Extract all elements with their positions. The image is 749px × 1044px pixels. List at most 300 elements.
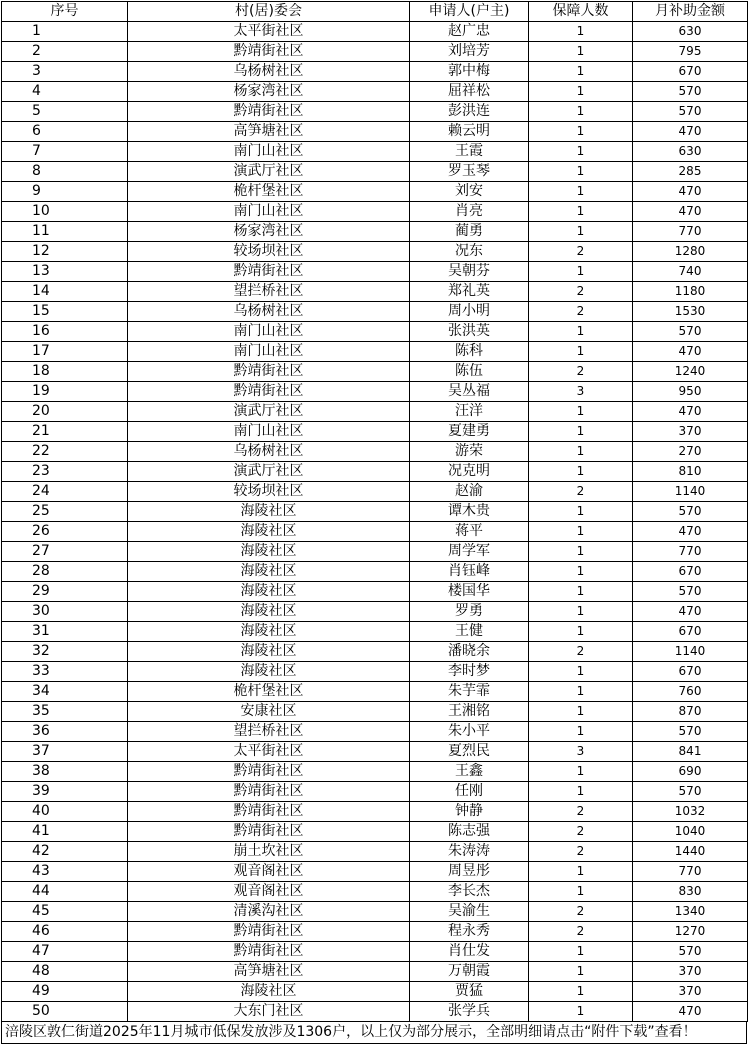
cell-amount: 285	[633, 162, 748, 182]
cell-community: 观音阁社区	[128, 862, 410, 882]
cell-community: 杨家湾社区	[128, 222, 410, 242]
cell-community: 南门山社区	[128, 142, 410, 162]
cell-community: 黔靖街社区	[128, 42, 410, 62]
cell-applicant: 钟静	[410, 802, 529, 822]
cell-amount: 470	[633, 1002, 748, 1022]
cell-applicant: 肖仕发	[410, 942, 529, 962]
header-community: 村(居)委会	[128, 2, 410, 22]
cell-applicant: 刘培芳	[410, 42, 529, 62]
cell-community: 海陵社区	[128, 542, 410, 562]
cell-amount: 470	[633, 122, 748, 142]
cell-community: 南门山社区	[128, 202, 410, 222]
cell-seq: 42	[2, 842, 128, 862]
cell-amount: 810	[633, 462, 748, 482]
cell-seq: 12	[2, 242, 128, 262]
table-row	[2, 422, 748, 442]
cell-community: 太平街社区	[128, 22, 410, 42]
cell-seq: 10	[2, 202, 128, 222]
cell-seq: 44	[2, 882, 128, 902]
cell-applicant: 吴丛福	[410, 382, 529, 402]
cell-persons: 1	[529, 402, 633, 422]
cell-persons: 1	[529, 542, 633, 562]
cell-community: 海陵社区	[128, 642, 410, 662]
cell-community: 演武厅社区	[128, 402, 410, 422]
cell-seq: 4	[2, 82, 128, 102]
cell-community: 海陵社区	[128, 522, 410, 542]
cell-seq: 27	[2, 542, 128, 562]
cell-amount: 370	[633, 982, 748, 1002]
table-row	[2, 1002, 748, 1022]
cell-persons: 1	[529, 122, 633, 142]
cell-applicant: 夏建勇	[410, 422, 529, 442]
cell-persons: 2	[529, 482, 633, 502]
cell-persons: 1	[529, 182, 633, 202]
table-row	[2, 122, 748, 142]
cell-applicant: 吴渝生	[410, 902, 529, 922]
cell-community: 海陵社区	[128, 622, 410, 642]
cell-applicant: 王湘铭	[410, 702, 529, 722]
cell-community: 南门山社区	[128, 422, 410, 442]
header-amount: 月补助金额	[633, 2, 748, 22]
cell-community: 黔靖街社区	[128, 802, 410, 822]
cell-amount: 830	[633, 882, 748, 902]
cell-community: 桅杆堡社区	[128, 182, 410, 202]
cell-applicant: 陈科	[410, 342, 529, 362]
cell-amount: 770	[633, 222, 748, 242]
cell-persons: 1	[529, 342, 633, 362]
cell-community: 乌杨树社区	[128, 302, 410, 322]
cell-seq: 14	[2, 282, 128, 302]
cell-persons: 1	[529, 462, 633, 482]
cell-persons: 1	[529, 562, 633, 582]
cell-amount: 670	[633, 622, 748, 642]
cell-applicant: 周学军	[410, 542, 529, 562]
table-row	[2, 762, 748, 782]
cell-amount: 1032	[633, 802, 748, 822]
cell-applicant: 肖亮	[410, 202, 529, 222]
cell-seq: 41	[2, 822, 128, 842]
cell-community: 太平街社区	[128, 742, 410, 762]
cell-applicant: 周昱彤	[410, 862, 529, 882]
table-row	[2, 362, 748, 382]
cell-community: 海陵社区	[128, 502, 410, 522]
cell-persons: 1	[529, 522, 633, 542]
cell-applicant: 况克明	[410, 462, 529, 482]
cell-amount: 670	[633, 662, 748, 682]
cell-community: 海陵社区	[128, 662, 410, 682]
cell-applicant: 周小明	[410, 302, 529, 322]
table-row	[2, 322, 748, 342]
cell-amount: 570	[633, 942, 748, 962]
cell-amount: 630	[633, 142, 748, 162]
cell-persons: 2	[529, 642, 633, 662]
cell-persons: 1	[529, 202, 633, 222]
table-row	[2, 722, 748, 742]
cell-persons: 1	[529, 222, 633, 242]
cell-applicant: 罗勇	[410, 602, 529, 622]
cell-amount: 1440	[633, 842, 748, 862]
table-row	[2, 622, 748, 642]
cell-persons: 1	[529, 82, 633, 102]
cell-persons: 1	[529, 662, 633, 682]
cell-persons: 1	[529, 602, 633, 622]
cell-amount: 370	[633, 422, 748, 442]
cell-community: 黔靖街社区	[128, 942, 410, 962]
header-applicant: 申请人(户主)	[410, 2, 529, 22]
cell-persons: 3	[529, 382, 633, 402]
cell-amount: 570	[633, 722, 748, 742]
cell-amount: 470	[633, 522, 748, 542]
table-row	[2, 562, 748, 582]
table-row	[2, 682, 748, 702]
cell-seq: 22	[2, 442, 128, 462]
cell-applicant: 张洪英	[410, 322, 529, 342]
cell-applicant: 贾猛	[410, 982, 529, 1002]
cell-seq: 3	[2, 62, 128, 82]
cell-persons: 1	[529, 22, 633, 42]
cell-amount: 670	[633, 562, 748, 582]
cell-amount: 770	[633, 862, 748, 882]
cell-persons: 2	[529, 282, 633, 302]
cell-persons: 1	[529, 942, 633, 962]
cell-seq: 7	[2, 142, 128, 162]
cell-applicant: 王鑫	[410, 762, 529, 782]
table-row	[2, 862, 748, 882]
cell-amount: 570	[633, 82, 748, 102]
cell-seq: 8	[2, 162, 128, 182]
cell-persons: 1	[529, 962, 633, 982]
cell-seq: 17	[2, 342, 128, 362]
cell-amount: 570	[633, 782, 748, 802]
cell-persons: 1	[529, 142, 633, 162]
table-row	[2, 782, 748, 802]
table-row	[2, 602, 748, 622]
table-row	[2, 22, 748, 42]
table-row	[2, 962, 748, 982]
cell-persons: 1	[529, 702, 633, 722]
cell-amount: 1270	[633, 922, 748, 942]
cell-applicant: 刘安	[410, 182, 529, 202]
cell-amount: 470	[633, 182, 748, 202]
cell-applicant: 蒋平	[410, 522, 529, 542]
cell-seq: 47	[2, 942, 128, 962]
spreadsheet	[1, 1, 747, 1044]
cell-seq: 40	[2, 802, 128, 822]
cell-community: 乌杨树社区	[128, 62, 410, 82]
cell-persons: 1	[529, 322, 633, 342]
cell-applicant: 李长杰	[410, 882, 529, 902]
table-row	[2, 162, 748, 182]
cell-applicant: 潘晓余	[410, 642, 529, 662]
cell-amount: 690	[633, 762, 748, 782]
cell-community: 海陵社区	[128, 562, 410, 582]
cell-applicant: 屈祥松	[410, 82, 529, 102]
cell-applicant: 肖钰峰	[410, 562, 529, 582]
cell-persons: 1	[529, 1002, 633, 1022]
cell-seq: 11	[2, 222, 128, 242]
cell-community: 南门山社区	[128, 322, 410, 342]
cell-persons: 2	[529, 302, 633, 322]
cell-amount: 570	[633, 502, 748, 522]
cell-seq: 43	[2, 862, 128, 882]
cell-seq: 39	[2, 782, 128, 802]
cell-applicant: 赵广忠	[410, 22, 529, 42]
cell-amount: 1040	[633, 822, 748, 842]
cell-community: 望拦桥社区	[128, 282, 410, 302]
cell-amount: 470	[633, 402, 748, 422]
cell-seq: 46	[2, 922, 128, 942]
cell-community: 演武厅社区	[128, 162, 410, 182]
cell-community: 海陵社区	[128, 602, 410, 622]
table-row	[2, 882, 748, 902]
cell-community: 清溪沟社区	[128, 902, 410, 922]
cell-community: 海陵社区	[128, 982, 410, 1002]
table-row	[2, 522, 748, 542]
table-row	[2, 102, 748, 122]
table-row	[2, 442, 748, 462]
cell-amount: 950	[633, 382, 748, 402]
cell-persons: 1	[529, 862, 633, 882]
cell-persons: 1	[529, 62, 633, 82]
cell-community: 黔靖街社区	[128, 782, 410, 802]
cell-amount: 370	[633, 962, 748, 982]
cell-community: 黔靖街社区	[128, 762, 410, 782]
cell-persons: 1	[529, 882, 633, 902]
cell-community: 演武厅社区	[128, 462, 410, 482]
cell-community: 高笋塘社区	[128, 962, 410, 982]
table-row	[2, 482, 748, 502]
cell-applicant: 夏烈民	[410, 742, 529, 762]
table-row	[2, 142, 748, 162]
table-row	[2, 342, 748, 362]
cell-persons: 1	[529, 42, 633, 62]
cell-persons: 2	[529, 922, 633, 942]
cell-community: 海陵社区	[128, 582, 410, 602]
cell-community: 高笋塘社区	[128, 122, 410, 142]
cell-applicant: 朱涛涛	[410, 842, 529, 862]
table-row	[2, 662, 748, 682]
cell-seq: 29	[2, 582, 128, 602]
cell-persons: 1	[529, 502, 633, 522]
table-row	[2, 182, 748, 202]
cell-community: 黔靖街社区	[128, 262, 410, 282]
cell-seq: 15	[2, 302, 128, 322]
cell-community: 观音阁社区	[128, 882, 410, 902]
cell-applicant: 万朝霞	[410, 962, 529, 982]
cell-persons: 1	[529, 162, 633, 182]
cell-persons: 1	[529, 622, 633, 642]
table-row	[2, 382, 748, 402]
cell-amount: 795	[633, 42, 748, 62]
cell-applicant: 汪洋	[410, 402, 529, 422]
cell-seq: 49	[2, 982, 128, 1002]
cell-applicant: 王霞	[410, 142, 529, 162]
cell-amount: 470	[633, 342, 748, 362]
table-row	[2, 302, 748, 322]
table-row	[2, 982, 748, 1002]
table-row	[2, 242, 748, 262]
cell-persons: 1	[529, 682, 633, 702]
cell-amount: 570	[633, 102, 748, 122]
cell-persons: 1	[529, 762, 633, 782]
cell-persons: 2	[529, 242, 633, 262]
cell-seq: 21	[2, 422, 128, 442]
cell-persons: 1	[529, 782, 633, 802]
cell-amount: 670	[633, 62, 748, 82]
cell-seq: 45	[2, 902, 128, 922]
table-row	[2, 82, 748, 102]
cell-community: 乌杨树社区	[128, 442, 410, 462]
cell-community: 较场坝社区	[128, 242, 410, 262]
cell-applicant: 谭木贵	[410, 502, 529, 522]
cell-persons: 1	[529, 582, 633, 602]
cell-community: 较场坝社区	[128, 482, 410, 502]
cell-community: 安康社区	[128, 702, 410, 722]
cell-applicant: 朱小平	[410, 722, 529, 742]
table-row	[2, 702, 748, 722]
cell-community: 黔靖街社区	[128, 922, 410, 942]
cell-amount: 760	[633, 682, 748, 702]
cell-persons: 1	[529, 422, 633, 442]
cell-seq: 26	[2, 522, 128, 542]
cell-persons: 2	[529, 362, 633, 382]
cell-amount: 570	[633, 582, 748, 602]
cell-seq: 25	[2, 502, 128, 522]
subsidy-table	[1, 1, 748, 1022]
cell-amount: 1340	[633, 902, 748, 922]
cell-amount: 1530	[633, 302, 748, 322]
table-row	[2, 202, 748, 222]
cell-persons: 3	[529, 742, 633, 762]
header-seq: 序号	[2, 2, 128, 22]
cell-community: 崩土坎社区	[128, 842, 410, 862]
cell-seq: 6	[2, 122, 128, 142]
cell-amount: 270	[633, 442, 748, 462]
cell-applicant: 郭中梅	[410, 62, 529, 82]
cell-amount: 770	[633, 542, 748, 562]
cell-persons: 1	[529, 102, 633, 122]
cell-seq: 13	[2, 262, 128, 282]
cell-persons: 1	[529, 982, 633, 1002]
cell-amount: 1140	[633, 482, 748, 502]
cell-persons: 1	[529, 262, 633, 282]
cell-community: 桅杆堡社区	[128, 682, 410, 702]
table-row	[2, 542, 748, 562]
cell-amount: 570	[633, 322, 748, 342]
table-row	[2, 502, 748, 522]
cell-applicant: 朱芋霏	[410, 682, 529, 702]
cell-seq: 32	[2, 642, 128, 662]
cell-persons: 1	[529, 442, 633, 462]
cell-seq: 37	[2, 742, 128, 762]
cell-seq: 36	[2, 722, 128, 742]
table-row	[2, 902, 748, 922]
cell-applicant: 赵渝	[410, 482, 529, 502]
cell-amount: 470	[633, 202, 748, 222]
cell-seq: 9	[2, 182, 128, 202]
cell-persons: 2	[529, 802, 633, 822]
table-row	[2, 642, 748, 662]
cell-community: 黔靖街社区	[128, 382, 410, 402]
table-row	[2, 942, 748, 962]
cell-applicant: 蔺勇	[410, 222, 529, 242]
table-row	[2, 282, 748, 302]
cell-community: 大东门社区	[128, 1002, 410, 1022]
cell-applicant: 赖云明	[410, 122, 529, 142]
cell-seq: 5	[2, 102, 128, 122]
header-persons: 保障人数	[529, 2, 633, 22]
cell-amount: 630	[633, 22, 748, 42]
header-row	[2, 2, 748, 22]
cell-seq: 28	[2, 562, 128, 582]
cell-amount: 841	[633, 742, 748, 762]
cell-amount: 1140	[633, 642, 748, 662]
cell-applicant: 王健	[410, 622, 529, 642]
cell-amount: 1240	[633, 362, 748, 382]
cell-community: 杨家湾社区	[128, 82, 410, 102]
cell-seq: 31	[2, 622, 128, 642]
cell-seq: 34	[2, 682, 128, 702]
cell-seq: 18	[2, 362, 128, 382]
table-row	[2, 802, 748, 822]
cell-persons: 2	[529, 822, 633, 842]
cell-seq: 2	[2, 42, 128, 62]
cell-amount: 1280	[633, 242, 748, 262]
table-row	[2, 402, 748, 422]
cell-applicant: 彭洪连	[410, 102, 529, 122]
table-row	[2, 222, 748, 242]
table-row	[2, 462, 748, 482]
cell-applicant: 况东	[410, 242, 529, 262]
table-row	[2, 822, 748, 842]
table-row	[2, 922, 748, 942]
table-row	[2, 742, 748, 762]
footer-note: 涪陵区敦仁街道2025年11月城市低保发放涉及1306户，以上仅为部分展示，全部明细请点击“附件下载”查看！	[1, 1022, 747, 1044]
cell-applicant: 郑礼英	[410, 282, 529, 302]
cell-seq: 30	[2, 602, 128, 622]
table-row	[2, 62, 748, 82]
table-row	[2, 842, 748, 862]
cell-applicant: 吴朝芬	[410, 262, 529, 282]
cell-persons: 2	[529, 842, 633, 862]
cell-seq: 50	[2, 1002, 128, 1022]
cell-amount: 870	[633, 702, 748, 722]
cell-applicant: 任刚	[410, 782, 529, 802]
cell-amount: 470	[633, 602, 748, 622]
table-row	[2, 262, 748, 282]
cell-applicant: 程永秀	[410, 922, 529, 942]
cell-persons: 2	[529, 902, 633, 922]
cell-applicant: 陈志强	[410, 822, 529, 842]
cell-community: 黔靖街社区	[128, 102, 410, 122]
cell-seq: 48	[2, 962, 128, 982]
cell-applicant: 陈伍	[410, 362, 529, 382]
cell-seq: 24	[2, 482, 128, 502]
table-row	[2, 42, 748, 62]
cell-community: 南门山社区	[128, 342, 410, 362]
cell-seq: 19	[2, 382, 128, 402]
cell-seq: 16	[2, 322, 128, 342]
table-row	[2, 582, 748, 602]
cell-seq: 33	[2, 662, 128, 682]
cell-applicant: 楼国华	[410, 582, 529, 602]
cell-community: 黔靖街社区	[128, 362, 410, 382]
table-body	[2, 22, 748, 1022]
cell-community: 黔靖街社区	[128, 822, 410, 842]
cell-seq: 1	[2, 22, 128, 42]
cell-persons: 1	[529, 722, 633, 742]
cell-community: 望拦桥社区	[128, 722, 410, 742]
